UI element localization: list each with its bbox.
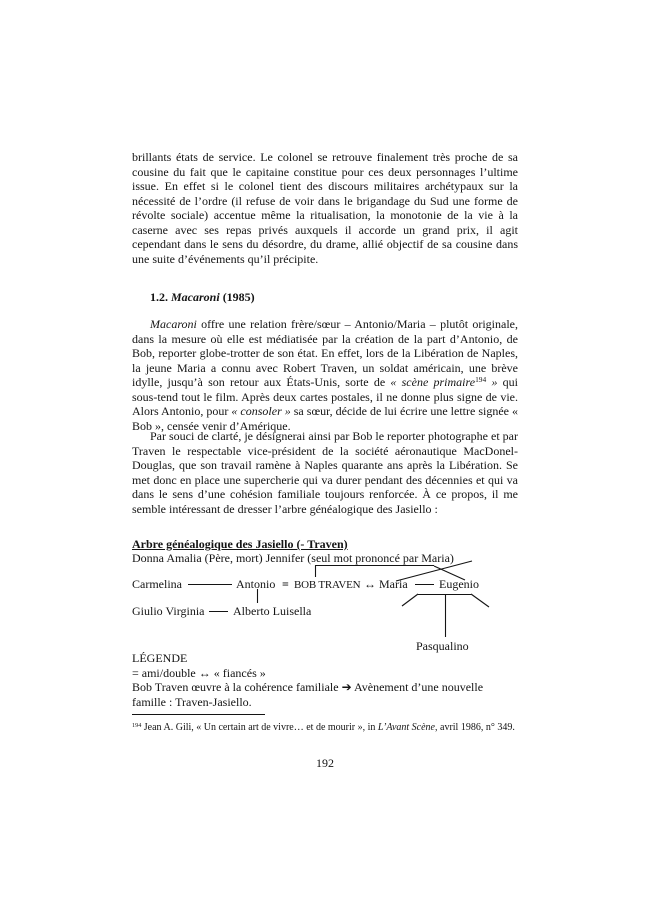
- tree-heading: Arbre généalogique des Jasiello (- Traven): [132, 537, 348, 551]
- tree-node-giulio-virginia: Giulio Virginia: [132, 604, 205, 618]
- page-number: 192: [316, 756, 334, 770]
- paragraph-3: Par souci de clarté, je désignerai ainsi par Bob le reporter photographe et par Traven le respectable vice-président de la société aéronautique MacDonel-Douglas, que son travail ramène à Naples quarante ans après la Libération. Se met donc en place une supercherie qui va durer pendant des décennies et qui va dans le sens d’une cohésion familiale toujours renforcée. À ce propos, il me semble intéressant de dresser l’arbre généalogique des Jasiello :: [132, 429, 518, 516]
- double-arrow-icon: ↔: [364, 577, 376, 591]
- tree-node-eugenio: Eugenio: [439, 577, 479, 591]
- footnote-text: $^{194}$ Jean A. Gili, « Un certain art de vivre… et de mourir », in L’Avant Scène, avril 1986, n° 349.: [132, 721, 515, 733]
- tree-node-pasqualino: Pasqualino: [416, 639, 469, 653]
- tree-node-maria: Maria: [379, 577, 408, 591]
- legend-title: LÉGENDE: [132, 651, 188, 665]
- line-umbrella-right: [471, 594, 489, 607]
- legend-line-1: = ami/double ↔ « fiancés »: [132, 666, 266, 680]
- legend-line-2: Bob Traven œuvre à la cohérence familiale ➔ Avènement d’une nouvelle famille : Traven-Jasiello.: [132, 680, 484, 709]
- tree-node-bob-traven: BOB TRAVEN: [294, 579, 361, 591]
- paragraph-1: brillants états de service. Le colonel se retrouve finalement très proche de sa cousine du fait que le capitaine constitue pour ces deux personnages l’ultime issue. En effet si le colonel tient des discours militaires archétypaux sur la nécessité de l’ordre (il refuse de voir dans le brigandage du Sud une forme de révolte sociale) accentue même la ritualisation, la monotonie de la vie à la caserne avec ses repas privés auxquels il accorde un grand prix, il agit cependant dans le sens du désordre, du drame, allié objectif de sa cousine dans une suite d’événements qu’il précipite.: [132, 150, 518, 266]
- section-year: (1985): [219, 290, 255, 304]
- footnote-separator: [132, 714, 265, 715]
- tree-node-antonio: Antonio: [236, 577, 276, 591]
- tree-parents-line: Donna Amalia (Père, mort) Jennifer (seul mot prononcé par Maria): [132, 551, 454, 565]
- tree-node-carmelina: Carmelina: [132, 577, 182, 591]
- equals-symbol: =: [282, 577, 289, 591]
- line-umbrella-left: [402, 594, 418, 606]
- section-number: 1.2.: [150, 290, 171, 304]
- section-heading: [150, 290, 255, 305]
- section-title: Macaroni: [171, 290, 220, 304]
- paragraph-2: Macaroni offre une relation frère/sœur – Antonio/Maria – plutôt originale, dans la mesure où elle est médiatisée par la création de la part d’Antonio, de Bob, reporter globe-trotter de son état. En effet, lors de la Libération de Naples, la jeune Maria a connu avec Robert Traven, un soldat américain, une brève idylle, jusqu’à son retour aux États-Unis, sorte de « scène primaire$^{194}$ » qui sous-tend tout le film. Après deux cartes postales, il ne donne plus signe de vie. Alors Antonio, pour « consoler » sa sœur, décide de lui écrire une lettre signée « Bob », censée venir d’Amérique.: [132, 317, 519, 433]
- tree-node-alberto-luisella: Alberto Luisella: [233, 604, 312, 618]
